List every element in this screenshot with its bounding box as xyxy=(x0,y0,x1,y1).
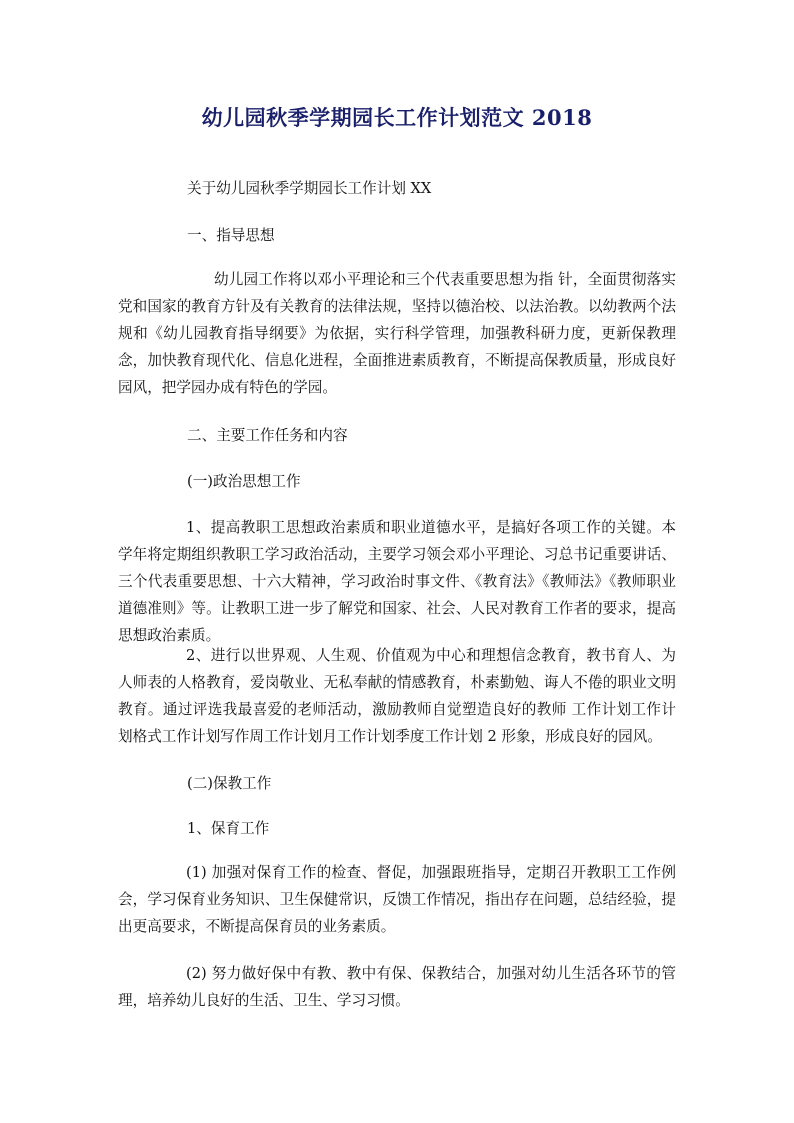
paragraph-political-work-1: 1、提高教职工思想政治素质和职业道德水平，是搞好各项工作的关键。本学年将定期组织教职工学习政治活动，主要学习领会邓小平理论、习总书记重要讲话、三个代表重要思想、十六大精神，学习政治时事文件、《教育法》《教师法》《教师职业道德准则》等。让教职工进一步了解党和国家、社会、人民对教育工作者的要求，提高思想政治素质。 xyxy=(118,519,676,644)
section-heading-guiding-thought: 一、指导思想 xyxy=(187,227,275,244)
document-title: 幼儿园秋季学期园长工作计划范文 2018 xyxy=(201,105,593,130)
subsection-heading-care-education: (二)保教工作 xyxy=(187,775,272,792)
subsection-heading-childcare: 1、保育工作 xyxy=(187,820,270,837)
subsection-heading-political-work: (一)政治思想工作 xyxy=(187,473,301,490)
paragraph-childcare-2: (2) 努力做好保中有教、教中有保、保教结合，加强对幼儿生活各环节的管理，培养幼儿良好的生活、卫生、学习习惯。 xyxy=(118,965,676,1009)
paragraph-childcare-1: (1) 加强对保育工作的检查、督促，加强跟班指导，定期召开教职工工作例会，学习保育业务知识、卫生保健常识，反馈工作情况，指出存在问题，总结经验，提出更高要求，不断提高保育员的业务素质。 xyxy=(118,864,676,935)
section-heading-main-tasks: 二、主要工作任务和内容 xyxy=(187,427,348,444)
paragraph-guiding-thought: 幼儿园工作将以邓小平理论和三个代表重要思想为指 针，全面贯彻落实党和国家的教育方针及有关教育的法律法规，坚持以德治校、以法治教。以幼教两个法规和《幼儿园教育指导纲要》为依据，实行科学管理，加强教科研力度，更新保教理念，加快教育现代化、信息化进程，全面推进素质教育，不断提高保教质量，形成良好园风，把学园办成有特色的学园。 xyxy=(118,271,676,396)
document-subtitle: 关于幼儿园秋季学期园长工作计划 XX xyxy=(187,180,432,197)
paragraph-political-work-2: 2、进行以世界观、人生观、价值观为中心和理想信念教育，教书育人、为人师表的人格教育，爱岗敬业、无私奉献的情感教育，朴素勤勉、诲人不倦的职业文明教育。通过评选我最喜爱的老师活动，激励教师自觉塑造良好的教师 工作计划工作计划格式工作计划写作周工作计划月工作计划季度工作计划 2 形象，形成良好的园风。 xyxy=(118,647,676,745)
